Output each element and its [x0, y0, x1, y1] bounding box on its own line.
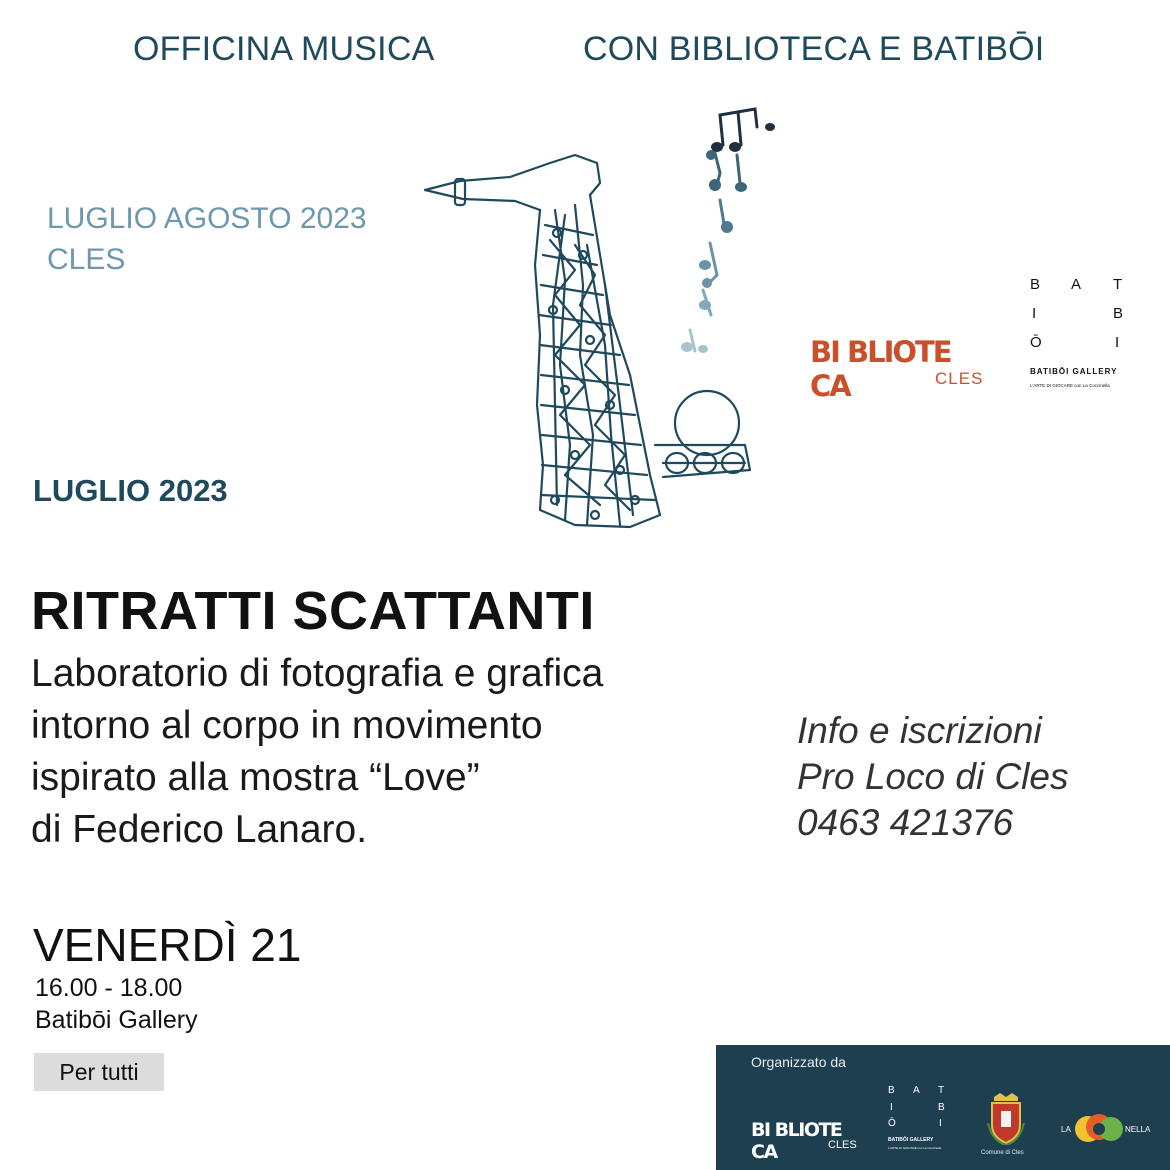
batiboi-letter-i2: I — [1115, 334, 1120, 351]
footer-batiboi-a: A — [913, 1085, 920, 1096]
batiboi-letter-a: A — [1071, 276, 1082, 293]
footer-batiboi-t: T — [938, 1085, 945, 1096]
batiboi-letter-t: T — [1113, 276, 1123, 293]
description-line: di Federico Lanaro. — [31, 808, 368, 851]
batiboi-letter-b2: B — [1113, 305, 1124, 322]
description-line: Laboratorio di fotografia e grafica — [31, 652, 604, 695]
biblioteca-city: CLES — [935, 369, 984, 388]
coccinella-nella: NELLA — [1125, 1125, 1151, 1134]
period-line1: LUGLIO AGOSTO 2023 — [47, 202, 367, 235]
description-line: ispirato alla mostra “Love” — [31, 756, 480, 799]
footer-batiboi-b2: B — [938, 1102, 945, 1113]
description-line: intorno al corpo in movimento — [31, 704, 543, 747]
coccinella-logo — [1061, 1107, 1161, 1147]
month-label: LUGLIO 2023 — [33, 473, 228, 508]
coccinella-circles-icon — [1073, 1107, 1125, 1147]
organizers-footer — [716, 1045, 1170, 1170]
footer-batiboi-tagline: L'ARTE DI GIOCARE con La Coccinella — [888, 1146, 942, 1150]
audience-badge: Per tutti — [34, 1053, 164, 1091]
footer-biblioteca-word: BI BLIOTE CA — [751, 1119, 842, 1163]
comune-crest-icon — [986, 1093, 1026, 1145]
period — [47, 198, 367, 280]
header-right: CON BIBLIOTECA E BATIBŌI — [583, 30, 1045, 68]
footer-batiboi-name: BATIBŌI GALLERY — [888, 1137, 934, 1143]
info-block — [797, 708, 1068, 846]
batiboi-letter-o: Ō — [1030, 334, 1042, 351]
info-line1: Info e iscrizioni — [797, 710, 1042, 751]
coccinella-la: LA — [1061, 1125, 1071, 1134]
batiboi-name: BATIBŌI GALLERY — [1030, 367, 1118, 376]
footer-biblioteca-logo — [751, 1119, 871, 1163]
batiboi-letter-i: I — [1032, 305, 1037, 322]
event-place: Batibōi Gallery — [35, 1006, 198, 1034]
event-time: 16.00 - 18.00 — [35, 974, 183, 1002]
comune-label: Comune di Cles — [981, 1150, 1024, 1156]
event-description — [31, 648, 603, 856]
event-title: RITRATTI SCATTANTI — [31, 581, 595, 641]
footer-biblioteca-city: CLES — [828, 1139, 857, 1151]
info-phone: 0463 421376 — [797, 802, 1014, 843]
biblioteca-word: BI BLIOTE CA — [810, 335, 951, 403]
footer-batiboi-i: I — [890, 1102, 893, 1113]
event-day: VENERDÌ 21 — [33, 919, 302, 971]
footer-batiboi-logo — [888, 1085, 950, 1160]
period-line2: CLES — [47, 243, 126, 276]
footer-batiboi-i2: I — [939, 1118, 942, 1129]
batiboi-logo — [1030, 276, 1130, 396]
footer-batiboi-o: Ō — [888, 1118, 896, 1129]
info-line2: Pro Loco di Cles — [797, 756, 1069, 797]
saxophone-illustration — [415, 105, 785, 535]
header-left: OFFICINA MUSICA — [133, 30, 435, 68]
footer-batiboi-b: B — [888, 1085, 895, 1096]
batiboi-tagline: L'ARTE DI GIOCARE con La Coccinella — [1030, 383, 1110, 388]
biblioteca-logo — [810, 335, 985, 403]
organizers-label: Organizzato da — [751, 1054, 846, 1070]
comune-logo — [981, 1093, 1031, 1163]
batiboi-letter-b: B — [1030, 276, 1041, 293]
